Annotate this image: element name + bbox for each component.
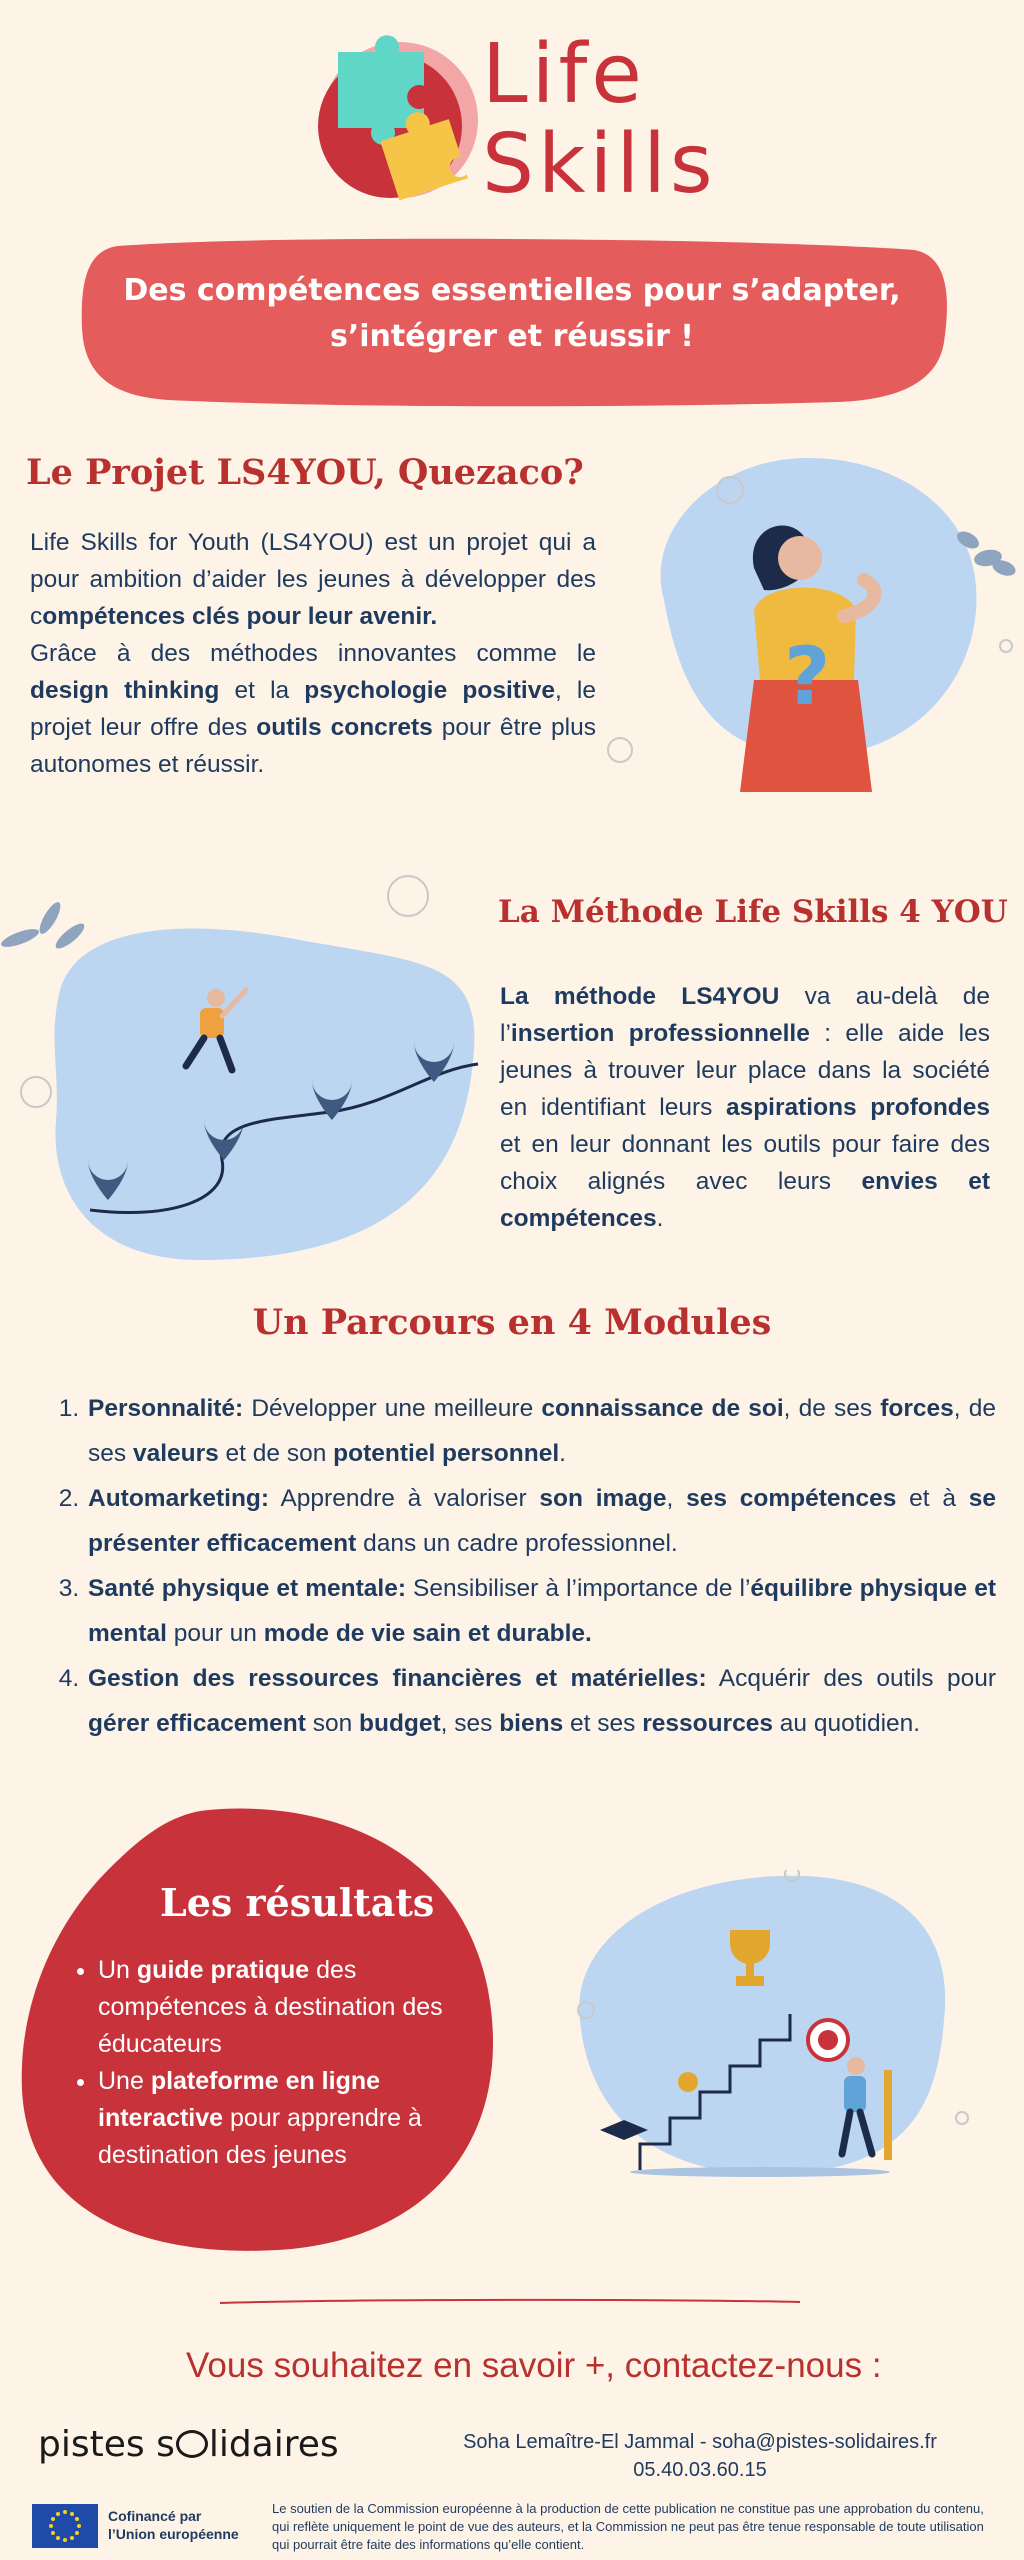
projet-text: pour être plus autonomes et réussir. — [30, 714, 597, 778]
methode-text: . — [656, 1205, 664, 1232]
eu-flag-icon — [32, 2504, 98, 2548]
projet-emphasis: design thinking — [30, 677, 220, 704]
cofund-line: l’Union européenne — [108, 2526, 239, 2542]
projet-text: et la — [219, 677, 305, 704]
projet-text: Life Skills for Youth (LS4YOU) est un projet qui a pour ambition d’aider les jeunes à développer des c — [30, 529, 596, 630]
logo-line-1: Life — [482, 27, 646, 122]
module-text: dans un cadre professionnel. — [356, 1530, 678, 1557]
results-title: Les résultats — [160, 1880, 435, 1925]
methode-emphasis: insertion professionnelle — [510, 1020, 810, 1047]
module-item — [86, 1386, 996, 1476]
module-item — [86, 1476, 996, 1566]
module-text: et de son — [218, 1440, 334, 1467]
module-emphasis: ses compétences — [686, 1485, 897, 1512]
success-stairs-illustration — [560, 1870, 1000, 2190]
cofund-line: Cofinancé par — [108, 2508, 202, 2524]
career-path-illustration — [0, 870, 500, 1270]
module-emphasis: mode de vie sain et durable. — [263, 1620, 592, 1647]
logo-line-2: Skills — [482, 117, 717, 212]
result-emphasis: plateforme en ligne interactive — [98, 2067, 381, 2132]
modules-list — [54, 1386, 996, 1746]
section-divider — [220, 2296, 800, 2308]
module-emphasis: connaissance de soi — [541, 1395, 784, 1422]
medal-icon — [678, 2072, 698, 2092]
target-icon — [808, 2020, 848, 2060]
module-text: son — [305, 1710, 360, 1737]
contact-info — [400, 2428, 1000, 2484]
module-emphasis: forces — [880, 1395, 954, 1422]
module-text: Sensibiliser à l’importance de l’ — [405, 1575, 751, 1602]
module-emphasis: potentiel personnel — [333, 1440, 560, 1467]
module-text: , — [666, 1485, 687, 1512]
methode-text: va au-delà de l’ — [500, 983, 990, 1047]
module-label: Personnalité: — [88, 1395, 244, 1422]
methode-title: La Méthode Life Skills 4 YOU — [498, 894, 1008, 930]
pistes-solidaires-logo — [38, 2424, 339, 2465]
module-text: pour un — [166, 1620, 264, 1647]
projet-text: , le projet leur offre des — [30, 677, 596, 741]
module-item — [86, 1566, 996, 1656]
module-text: au quotidien. — [772, 1710, 921, 1737]
result-text: pour apprendre à destination des jeunes — [98, 2104, 422, 2169]
result-text: Un — [98, 1956, 137, 1984]
speech-bubble-icon — [176, 2430, 208, 2458]
projet-description — [30, 524, 596, 783]
module-emphasis: se présenter efficacement — [88, 1485, 996, 1557]
module-emphasis: gérer efficacement — [88, 1710, 306, 1737]
module-text: Apprendre à valoriser — [269, 1485, 540, 1512]
module-emphasis: biens — [499, 1710, 564, 1737]
projet-emphasis: psychologie positive — [304, 677, 555, 704]
contact-phone[interactable]: 05.40.03.60.15 — [633, 2459, 767, 2481]
module-emphasis: ressources — [642, 1710, 773, 1737]
org-name-part: pistes s — [38, 2424, 175, 2465]
result-item — [98, 2063, 478, 2174]
leaf-icon — [0, 899, 88, 952]
methode-description — [500, 978, 990, 1237]
logo-wordmark — [482, 27, 717, 212]
contact-title: Vous souhaitez en savoir +, contactez-nous : — [186, 2346, 882, 2385]
methode-emphasis: envies et compétences — [500, 1168, 990, 1232]
puzzle-logo-icon — [300, 30, 480, 210]
projet-text: Grâce à des méthodes innovantes comme le — [30, 640, 596, 667]
module-text: Acquérir des outils pour — [706, 1665, 996, 1692]
module-text: , de ses — [783, 1395, 881, 1422]
result-emphasis: guide pratique — [136, 1956, 310, 1984]
module-label: Gestion des ressources financières et matérielles: — [88, 1665, 707, 1692]
trophy-icon — [730, 1930, 770, 1986]
projet-emphasis: outils concrets — [256, 714, 433, 741]
tagline-line-1: Des compétences essentielles pour s’adapter, — [123, 273, 901, 308]
result-text: des compétences à destination des éducateurs — [98, 1956, 443, 2058]
thinking-person-illustration — [604, 440, 1024, 820]
module-emphasis: équilibre physique et mental — [88, 1575, 996, 1647]
results-list — [70, 1952, 478, 2174]
module-label: Santé physique et mentale: — [88, 1575, 406, 1602]
parcours-title: Un Parcours en 4 Modules — [252, 1302, 772, 1343]
methode-text: : elle aide les jeunes à trouver leur place dans la société en identifiant leurs — [500, 1020, 991, 1121]
tagline-line-2: s’intégrer et réussir ! — [330, 319, 694, 354]
tagline — [110, 268, 914, 360]
eu-disclaimer: Le soutien de la Commission européenne à la production de cette publication ne constitue pas une approbation du contenu, qui reflète uniquement le point de vue des auteurs, et la Commission ne peut pas être tenue responsable de toute utilisation qui pourrait être faite des informations qu’elle contient. — [272, 2501, 984, 2552]
result-item — [98, 1952, 478, 2063]
contact-person-email[interactable]: Soha Lemaître-El Jammal - soha@pistes-solidaires.fr — [463, 2431, 937, 2453]
projet-title: Le Projet LS4YOU, Quezaco? — [26, 452, 584, 493]
module-label: Automarketing: — [88, 1485, 270, 1512]
module-text: , de ses — [88, 1395, 996, 1467]
svg-text:?: ? — [784, 630, 831, 723]
module-text: et ses — [563, 1710, 643, 1737]
projet-emphasis: ompétences clés pour leur avenir. — [42, 603, 438, 630]
module-text: Développer une meilleure — [243, 1395, 542, 1422]
module-emphasis: son image — [539, 1485, 667, 1512]
methode-emphasis: aspirations profondes — [725, 1094, 991, 1121]
module-emphasis: valeurs — [132, 1440, 219, 1467]
module-text: et à — [896, 1485, 969, 1512]
org-name-part: lidaires — [208, 2424, 339, 2465]
module-text: . — [559, 1440, 566, 1467]
eu-cofund-label — [108, 2507, 239, 2543]
methode-text: et en leur donnant les outils pour faire des choix alignés avec leurs — [500, 1131, 990, 1195]
methode-emphasis: La méthode LS4YOU — [500, 983, 780, 1010]
module-emphasis: budget — [359, 1710, 441, 1737]
module-text: , ses — [440, 1710, 500, 1737]
result-text: Une — [98, 2067, 151, 2095]
module-item — [86, 1656, 996, 1746]
